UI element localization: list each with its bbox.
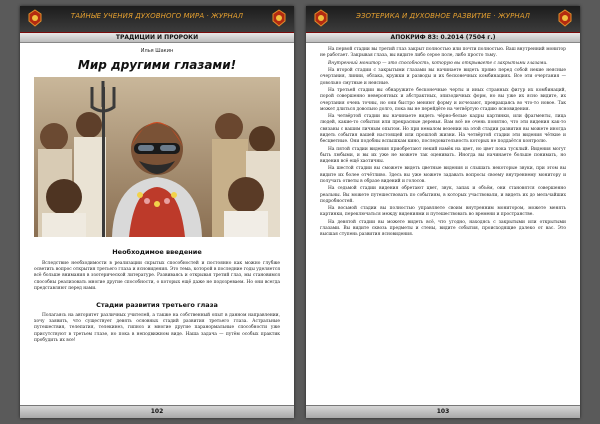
heading-intro: Необходимое введение [112,248,202,256]
intro-paragraph: Вследствие необходимости в реализации скрытых способностей и постоянно как можно глубже осветить вопрос открытия третьего глаза и ясновидения. Это тема, которой в последние годы уделяется всё больше внимания в эзотерической литературе. Развиваясь и открывая третий глаз, мы становимся способны реализовать многие другие способности, о которых ещё даже не подозреваем. Но они всегда представляют перед нами. [34,261,280,291]
emblem-icon [27,9,43,27]
intro-text-block [20,261,294,292]
paragraph: На седьмой стадии видения обретают цвет, звук, запах и объём, они становятся совершенно реальны. Вы можете путешествовать по событиям, в которых участвовали, и видеть их до мельчайших подробностей. [320,186,566,204]
stages-text-block [20,313,294,344]
emblem-icon [557,9,573,27]
emblem-icon [313,9,329,27]
paragraph [320,61,566,67]
stages-paragraph: Полагаясь на авторитет различных учителей, а также на собственный опыт в данном направлении, хочу заявить, что существует девять основных стадий развития третьего глаза. Астральные путешествия, телепатия, телекинез, гипноз и многие другие паранормальные способности уже присутствуют в третьем глазе, но пока в неподвижном виде. Наша задача — путём особых практик пробудить их все! [34,313,280,343]
page-number: 103 [306,405,580,418]
article-title: Мир другими глазами! [77,58,237,72]
right-page [306,6,580,418]
paragraph: На восьмой стадии вы полностью управляете своим внутренним монитором, можете менять картинки, переключаться между видениями и путешествовать во времени и пространстве. [320,206,566,218]
journal-title: ЭЗОТЕРИКА И ДУХОВНОЕ РАЗВИТИЕ · ЖУРНАЛ [355,12,531,20]
paragraph: На четвёртой стадии вы начинаете видеть чёрно-белые кадры картинки, или фрагменты, лица людей, какие-то события или прекрасные деревья. Вам всё не очень понятно, что эти видения как-то связаны с вашим личным опытом. Но при немалом везении на этой стадии развития вы можете иногда видеть события вашей настоящей или прошлой жизни. На четвёртой стадии эти видения чёткие и бесцветные. Они подобны вспышкам кино, последовательность которых не поддаётся контролю. [320,114,566,145]
paragraph: На шестой стадии вы сможете видеть цветные видения и слышать некоторые звуки, при этом вы видите их более отчётливо. Здесь вы уже можете задавать вопросы своему внутреннему монитору и получать ответы в образе видений и голосов. [320,166,566,184]
heading-stages: Стадии развития третьего глаза [96,301,218,310]
paragraph: На первой стадии вы третий глаз закрыт полностью или почти полностью. Ваш внутренний монитор не работает. Закрывая глаза, вы видите либо серое поле, либо просто тьму. [320,47,566,59]
page-number: 102 [20,405,294,418]
left-page-header [20,6,294,33]
section-label: АПОКРИФ 83: 0.2014 (7504 г.) [306,33,580,43]
left-page [20,6,294,418]
italic-note: Внутренний монитор — это способность, которую вы открываете с закрытыми глазами. [328,60,548,66]
article-continuation [306,43,580,239]
journal-title: ТАЙНЫЕ УЧЕНИЯ ДУХОВНОГО МИРА · ЖУРНАЛ [70,12,244,20]
paragraph: На третьей стадии вы обнаружите бесконечные черты и иных странных фигур их комбинаций, порой совершенно невероятных и абстрактных, эпизодичных форм, но вы уже их ясно видите, их очертания очень точны, но они быстро меняют форму и исчезают, превращаясь во что-то новое. Так может длиться довольно долго, пока вы не перейдёте на четвёртую стадию ясновидения. [320,88,566,112]
paragraph: На девятой стадии вы можете видеть всё, что угодно, находясь с закрытыми или открытыми глазами. Вы видите сквозь предметы и стены, видите события, происходящие далеко от вас. Это высшая ступень развития ясновидения. [320,219,566,238]
paragraph: На второй стадии с закрытыми глазами вы начинаете видеть прямо перед собой некие неясные очертания, линии, облака, кружки и разводы и их бесконечных комбинациях. Все эти очертания — довольно смутные и неясные. [320,68,566,86]
crowd-photo [34,77,280,237]
paragraph: На пятой стадии видения приобретают некий намёк на цвет, но цвет пока тусклый. Видения могут быть любыми, и вы их уже не можете так оценивать. Иногда вы начинаете больше понимать, но видения всё ещё хаотичны. [320,146,566,164]
author: Илья Шакин [140,48,174,54]
emblem-icon [271,9,287,27]
section-label: ТРАДИЦИИ И ПРОРОКИ [20,33,294,43]
right-page-header [306,6,580,33]
article-photo [34,77,280,237]
